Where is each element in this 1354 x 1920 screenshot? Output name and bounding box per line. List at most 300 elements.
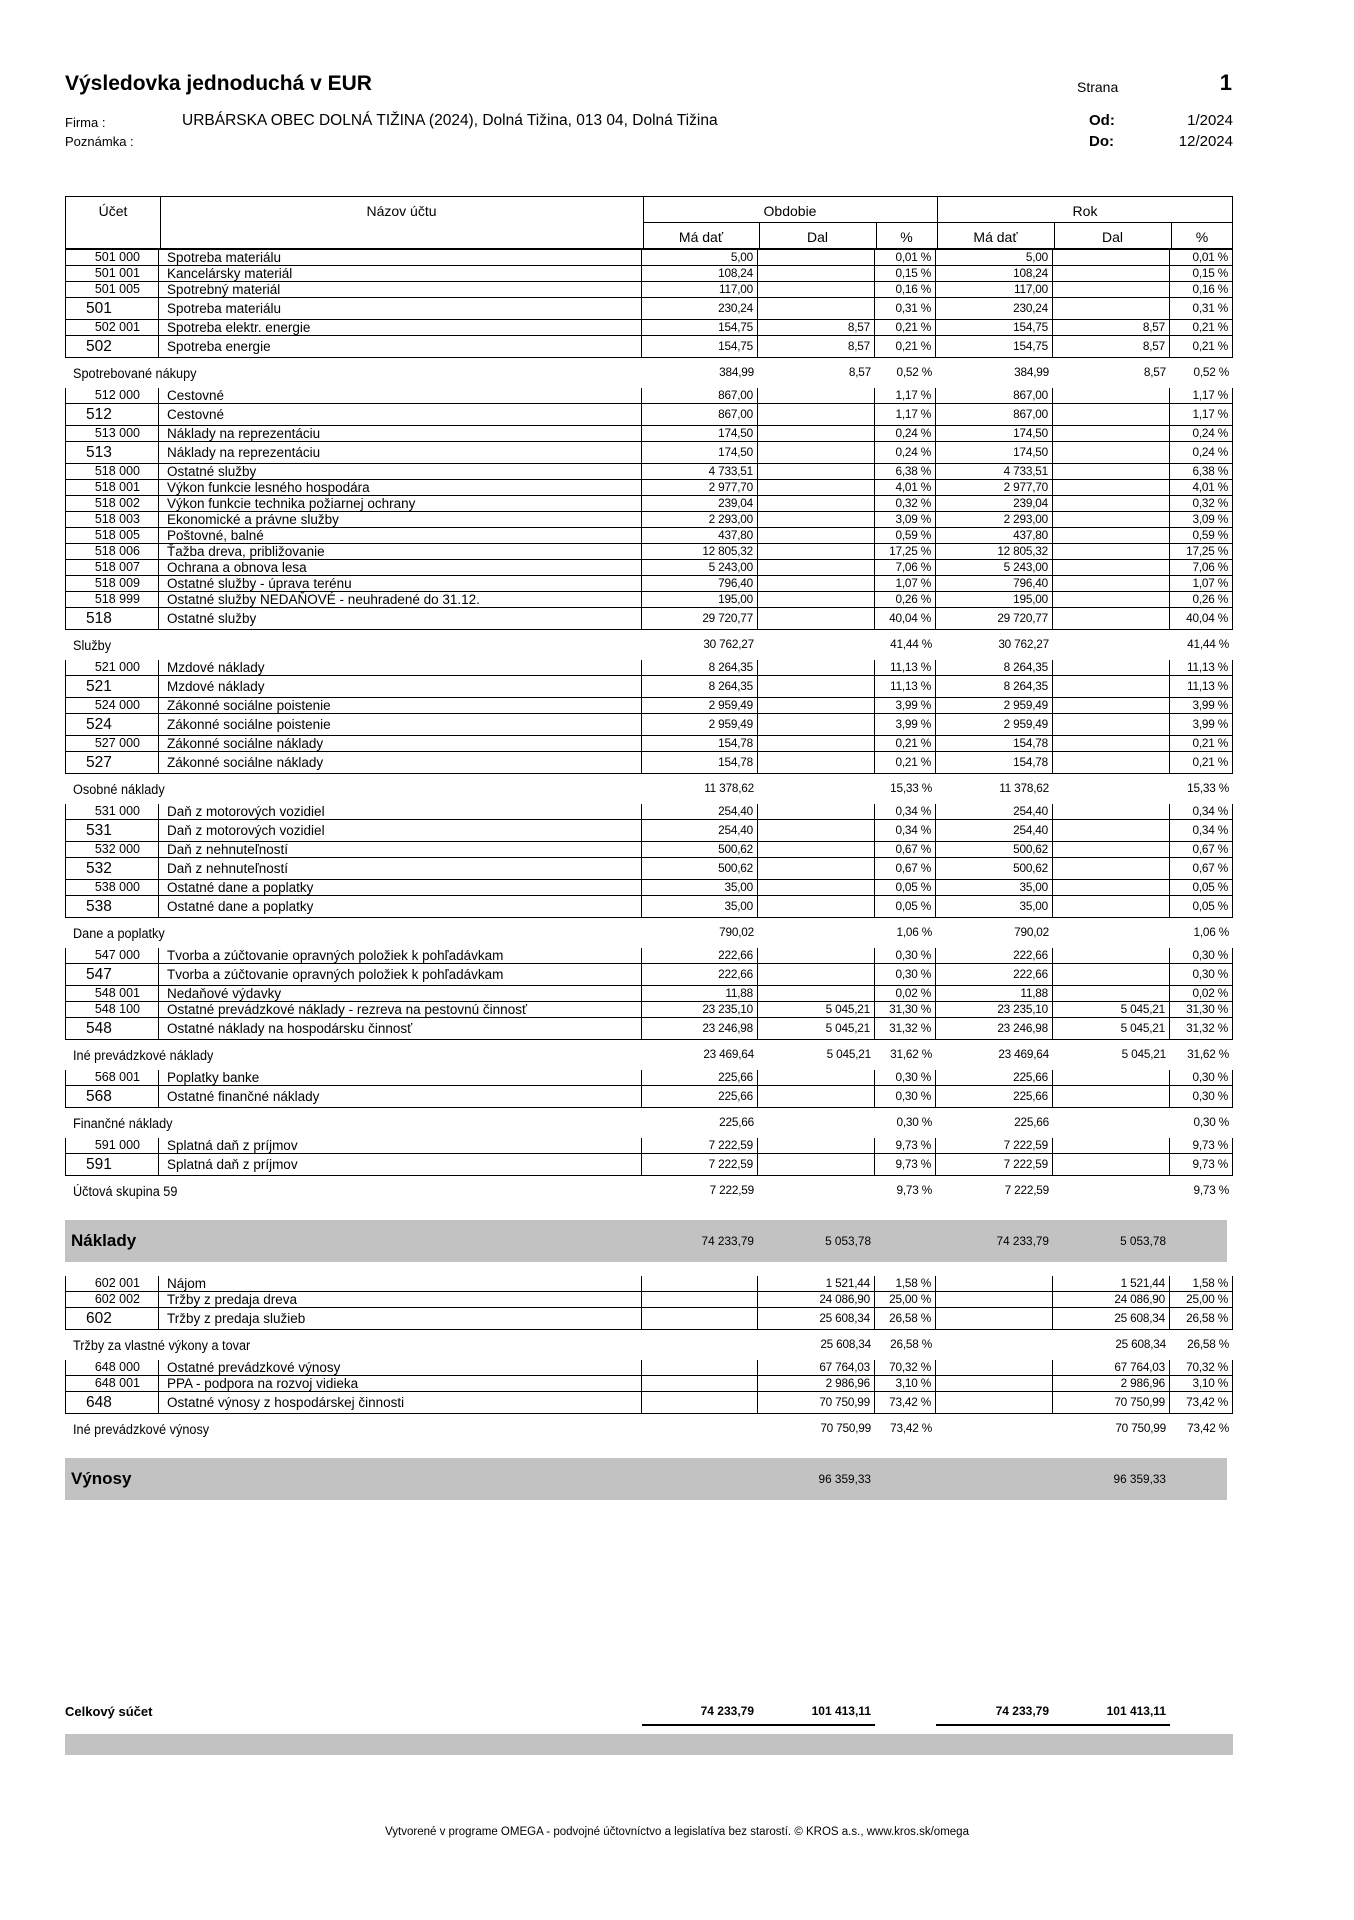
note-label: Poznámka : xyxy=(65,134,134,149)
cell-rdal xyxy=(1053,842,1170,858)
cell-md: 254,40 xyxy=(642,804,758,820)
group-subtotal-row xyxy=(65,630,1233,660)
cell-dal xyxy=(758,608,875,630)
summary-band-pct xyxy=(875,1220,936,1262)
cell-rdal xyxy=(1053,804,1170,820)
cell-dal xyxy=(758,1070,875,1086)
cell-dal: 8,57 xyxy=(758,336,875,358)
cell-pct: 0,26 % xyxy=(875,592,936,608)
cell-md: 154,75 xyxy=(642,320,758,336)
cell-md: 23 246,98 xyxy=(642,1018,758,1040)
cell-rpct: 9,73 % xyxy=(1170,1138,1233,1154)
cell-pct: 1,17 % xyxy=(875,404,936,426)
account-row xyxy=(65,250,1233,266)
summary-band-rmd xyxy=(936,1458,1053,1500)
cell-rmd: 254,40 xyxy=(936,820,1053,842)
cell-pct: 3,99 % xyxy=(875,698,936,714)
cell-rmd: 23 246,98 xyxy=(936,1018,1053,1040)
cell-rmd: 8 264,35 xyxy=(936,676,1053,698)
cell-md: 225,66 xyxy=(642,1086,758,1108)
group-label: Služby xyxy=(73,637,112,653)
cell-rmd: 23 469,64 xyxy=(998,1047,1049,1062)
account-summary-row xyxy=(65,896,1233,918)
cell-rpct: 0,05 % xyxy=(1170,880,1233,896)
cell-rdal xyxy=(1053,820,1170,842)
cell-name: Zákonné sociálne náklady xyxy=(159,752,642,774)
col-header-year-pct: % xyxy=(1195,229,1209,245)
cell-name: Výkon funkcie technika požiarnej ochrany xyxy=(159,496,642,512)
cell-name: Poštovné, balné xyxy=(159,528,642,544)
cell-rdal: 24 086,90 xyxy=(1053,1292,1170,1308)
cell-rmd: 867,00 xyxy=(936,404,1053,426)
cell-md: 790,02 xyxy=(719,925,754,940)
cell-acc: 527 000 xyxy=(65,736,159,752)
cell-acc: 521 000 xyxy=(65,660,159,676)
cell-pct: 0,59 % xyxy=(875,528,936,544)
cell-rpct: 15,33 % xyxy=(1187,781,1229,796)
cell-md: 154,75 xyxy=(642,336,758,358)
account-row xyxy=(65,1276,1233,1292)
cell-md: 8 264,35 xyxy=(642,660,758,676)
cell-md: 108,24 xyxy=(642,266,758,282)
cell-rpct: 0,15 % xyxy=(1170,266,1233,282)
cell-md: 867,00 xyxy=(642,404,758,426)
account-summary-row xyxy=(65,1392,1233,1414)
cell-pct: 0,30 % xyxy=(875,964,936,986)
cell-rdal xyxy=(1053,388,1170,404)
cell-name: Daň z motorových vozidiel xyxy=(159,804,642,820)
cell-rdal xyxy=(1053,698,1170,714)
cell-md: 174,50 xyxy=(642,442,758,464)
cell-md xyxy=(642,1376,758,1392)
cell-acc: 648 000 xyxy=(65,1360,159,1376)
cell-pct: 9,73 % xyxy=(896,1183,932,1198)
cell-md: 8 264,35 xyxy=(642,676,758,698)
group-label: Iné prevádzkové výnosy xyxy=(73,1421,210,1437)
cell-rmd xyxy=(936,1360,1053,1376)
cell-md: 5 243,00 xyxy=(642,560,758,576)
cell-pct: 0,15 % xyxy=(875,266,936,282)
cell-acc: 512 000 xyxy=(65,388,159,404)
cell-dal xyxy=(758,1086,875,1108)
cell-acc: 502 001 xyxy=(65,320,159,336)
cell-pct: 9,73 % xyxy=(875,1138,936,1154)
cell-rdal xyxy=(1053,496,1170,512)
cell-dal xyxy=(758,858,875,880)
cell-rdal xyxy=(1053,736,1170,752)
summary-band-dal: 96 359,33 xyxy=(818,1472,871,1486)
cell-rdal xyxy=(1053,266,1170,282)
account-summary-row xyxy=(65,858,1233,880)
cell-acc: 521 xyxy=(65,676,159,698)
cell-rdal: 1 521,44 xyxy=(1053,1276,1170,1292)
cell-dal xyxy=(758,986,875,1002)
cell-acc: 501 001 xyxy=(65,266,159,282)
cell-rdal xyxy=(1053,250,1170,266)
group-label: Účtová skupina 59 xyxy=(73,1183,178,1199)
cell-rpct: 0,67 % xyxy=(1170,858,1233,880)
cell-name: Spotreba materiálu xyxy=(159,250,642,266)
group-label: Spotrebované nákupy xyxy=(73,365,197,381)
cell-rmd xyxy=(936,1292,1053,1308)
grand-total-period-debit: 74 233,79 xyxy=(642,1704,758,1726)
cell-rmd: 11,88 xyxy=(936,986,1053,1002)
cell-pct: 0,24 % xyxy=(875,442,936,464)
col-header-period-credit: Dal xyxy=(806,229,828,245)
cell-name: Spotrebný materiál xyxy=(159,282,642,298)
cell-rdal xyxy=(1053,442,1170,464)
cell-rpct: 9,73 % xyxy=(1170,1154,1233,1176)
cell-md: 30 762,27 xyxy=(703,637,754,652)
cell-acc: 518 002 xyxy=(65,496,159,512)
group-label: Osobné náklady xyxy=(73,781,165,797)
cell-md xyxy=(642,1308,758,1330)
cell-md: 230,24 xyxy=(642,298,758,320)
cell-pct: 3,99 % xyxy=(875,714,936,736)
cell-md xyxy=(642,1392,758,1414)
cell-md: 437,80 xyxy=(642,528,758,544)
cell-md: 11 378,62 xyxy=(704,781,754,796)
cell-rmd: 154,78 xyxy=(936,752,1053,774)
cell-rpct: 3,99 % xyxy=(1170,714,1233,736)
cell-dal xyxy=(758,404,875,426)
cell-rmd: 867,00 xyxy=(936,388,1053,404)
cell-pct: 11,13 % xyxy=(875,676,936,698)
cell-dal xyxy=(758,774,875,804)
cell-pct: 0,67 % xyxy=(875,858,936,880)
period-from-value: 1/2024 xyxy=(1187,112,1233,129)
cell-md: 2 959,49 xyxy=(642,698,758,714)
cell-rpct: 1,17 % xyxy=(1170,404,1233,426)
col-header-account-name: Názov účtu xyxy=(366,203,437,219)
cell-pct: 40,04 % xyxy=(875,608,936,630)
cell-rmd xyxy=(936,1330,1053,1360)
cell-dal: 25 608,34 xyxy=(758,1308,875,1330)
cell-rmd: 796,40 xyxy=(936,576,1053,592)
group-label: Finančné náklady xyxy=(73,1115,173,1131)
cell-name: Ťažba dreva, približovanie xyxy=(159,544,642,560)
summary-band-md: 74 233,79 xyxy=(701,1234,754,1248)
cell-acc: 531 000 xyxy=(65,804,159,820)
cell-acc: 518 003 xyxy=(65,512,159,528)
cell-md: 867,00 xyxy=(642,388,758,404)
cell-acc: 513 000 xyxy=(65,426,159,442)
cell-rdal xyxy=(1053,774,1170,804)
summary-band-rpct xyxy=(1170,1458,1233,1500)
cell-pct: 0,34 % xyxy=(875,804,936,820)
cell-rpct: 3,09 % xyxy=(1170,512,1233,528)
cell-pct: 0,05 % xyxy=(875,896,936,918)
cell-rpct: 0,30 % xyxy=(1193,1115,1229,1130)
cell-md: 11,88 xyxy=(642,986,758,1002)
cell-rpct: 3,99 % xyxy=(1170,698,1233,714)
cell-md xyxy=(642,1330,758,1360)
cell-rmd: 35,00 xyxy=(936,896,1053,918)
cell-pct: 7,06 % xyxy=(875,560,936,576)
page-label: Strana xyxy=(1077,79,1119,95)
summary-band xyxy=(65,1458,1227,1500)
cell-rmd: 500,62 xyxy=(936,842,1053,858)
cell-dal xyxy=(758,752,875,774)
cell-pct: 31,62 % xyxy=(890,1047,932,1062)
summary-band-label: Výnosy xyxy=(71,1469,132,1488)
account-summary-row xyxy=(65,336,1233,358)
cell-acc: 648 xyxy=(65,1392,159,1414)
cell-name: Ostatné služby xyxy=(159,608,642,630)
grand-total-bar xyxy=(65,1734,1233,1755)
account-row xyxy=(65,512,1233,528)
summary-band-pct xyxy=(875,1458,936,1500)
cell-pct: 25,00 % xyxy=(875,1292,936,1308)
col-header-period-pct: % xyxy=(900,229,913,245)
cell-pct: 0,05 % xyxy=(875,880,936,896)
cell-pct: 6,38 % xyxy=(875,464,936,480)
cell-dal xyxy=(758,496,875,512)
cell-rdal xyxy=(1053,528,1170,544)
cell-dal xyxy=(758,948,875,964)
cell-md: 239,04 xyxy=(642,496,758,512)
cell-acc: 568 001 xyxy=(65,1070,159,1086)
cell-rmd: 12 805,32 xyxy=(936,544,1053,560)
cell-rmd: 2 959,49 xyxy=(936,714,1053,736)
cell-pct: 0,16 % xyxy=(875,282,936,298)
cell-rpct: 31,62 % xyxy=(1187,1047,1229,1062)
cell-dal: 2 986,96 xyxy=(758,1376,875,1392)
group-subtotal-row xyxy=(65,1108,1233,1138)
cell-rpct: 40,04 % xyxy=(1170,608,1233,630)
cell-rdal xyxy=(1053,676,1170,698)
cell-name: Zákonné sociálne poistenie xyxy=(159,714,642,736)
cell-rpct: 17,25 % xyxy=(1170,544,1233,560)
cell-name: Daň z motorových vozidiel xyxy=(159,820,642,842)
cell-name: Cestovné xyxy=(159,388,642,404)
cell-rmd: 225,66 xyxy=(1014,1115,1049,1130)
cell-rdal xyxy=(1053,858,1170,880)
cell-pct: 73,42 % xyxy=(890,1421,932,1436)
cell-md xyxy=(642,1360,758,1376)
cell-dal: 25 608,34 xyxy=(820,1337,871,1352)
cell-rmd: 4 733,51 xyxy=(936,464,1053,480)
cell-name: Splatná daň z príjmov xyxy=(159,1138,642,1154)
cell-name: Spotreba energie xyxy=(159,336,642,358)
page-number: 1 xyxy=(1219,70,1232,95)
account-summary-row xyxy=(65,608,1233,630)
account-row xyxy=(65,388,1233,404)
summary-band-rpct xyxy=(1170,1220,1233,1262)
account-row xyxy=(65,528,1233,544)
cell-name: Daň z nehnuteľností xyxy=(159,842,642,858)
account-row xyxy=(65,804,1233,820)
cell-dal: 5 045,21 xyxy=(758,1002,875,1018)
cell-rmd: 222,66 xyxy=(936,948,1053,964)
cell-dal: 70 750,99 xyxy=(820,1421,871,1436)
grand-total-row xyxy=(65,1704,1233,1726)
cell-rmd: 11 378,62 xyxy=(999,781,1049,796)
cell-name: Nájom xyxy=(159,1276,642,1292)
cell-pct: 1,17 % xyxy=(875,388,936,404)
cell-name: Ostatné dane a poplatky xyxy=(159,896,642,918)
account-row xyxy=(65,948,1233,964)
cell-name: Zákonné sociálne poistenie xyxy=(159,698,642,714)
cell-md: 2 959,49 xyxy=(642,714,758,736)
cell-rpct: 0,59 % xyxy=(1170,528,1233,544)
cell-rdal: 8,57 xyxy=(1143,365,1166,380)
cell-rpct: 0,32 % xyxy=(1170,496,1233,512)
cell-rpct: 0,34 % xyxy=(1170,804,1233,820)
cell-dal xyxy=(758,918,875,948)
cell-dal xyxy=(758,592,875,608)
cell-pct: 0,32 % xyxy=(875,496,936,512)
cell-rpct: 0,30 % xyxy=(1170,1086,1233,1108)
cell-rdal: 25 608,34 xyxy=(1115,1337,1166,1352)
cell-acc: 648 001 xyxy=(65,1376,159,1392)
cell-acc: 548 001 xyxy=(65,986,159,1002)
cell-md: 384,99 xyxy=(719,365,754,380)
account-row xyxy=(65,1138,1233,1154)
cell-rdal: 67 764,03 xyxy=(1053,1360,1170,1376)
cell-md: 796,40 xyxy=(642,576,758,592)
cell-rpct: 0,21 % xyxy=(1170,752,1233,774)
cell-pct: 0,21 % xyxy=(875,736,936,752)
cell-dal xyxy=(758,266,875,282)
cell-acc: 538 000 xyxy=(65,880,159,896)
cell-acc: 518 001 xyxy=(65,480,159,496)
cell-pct: 0,30 % xyxy=(875,1086,936,1108)
cell-name: Tržby z predaja služieb xyxy=(159,1308,642,1330)
company-name: URBÁRSKA OBEC DOLNÁ TIŽINA (2024), Dolná Tižina, 013 04, Dolná Tižina xyxy=(182,112,718,129)
cell-pct: 26,58 % xyxy=(890,1337,932,1352)
cell-acc: 518 999 xyxy=(65,592,159,608)
cell-rdal: 70 750,99 xyxy=(1115,1421,1166,1436)
account-summary-row xyxy=(65,442,1233,464)
cell-acc: 602 xyxy=(65,1308,159,1330)
cell-pct: 70,32 % xyxy=(875,1360,936,1376)
group-subtotal-row xyxy=(65,918,1233,948)
cell-md: 225,66 xyxy=(719,1115,754,1130)
table-header xyxy=(65,196,1233,250)
cell-md: 35,00 xyxy=(642,880,758,896)
cell-md: 7 222,59 xyxy=(709,1183,754,1198)
cell-dal xyxy=(758,676,875,698)
cell-pct: 0,30 % xyxy=(875,948,936,964)
cell-rpct: 26,58 % xyxy=(1187,1337,1229,1352)
cell-dal xyxy=(758,480,875,496)
cell-acc: 547 xyxy=(65,964,159,986)
cell-pct: 1,07 % xyxy=(875,576,936,592)
cell-pct: 4,01 % xyxy=(875,480,936,496)
cell-rpct: 31,32 % xyxy=(1170,1018,1233,1040)
summary-band-label: Náklady xyxy=(71,1231,137,1250)
group-subtotal-row xyxy=(65,774,1233,804)
cell-rdal xyxy=(1053,1138,1170,1154)
account-summary-row xyxy=(65,820,1233,842)
cell-acc: 602 002 xyxy=(65,1292,159,1308)
account-row xyxy=(65,986,1233,1002)
cell-pct: 73,42 % xyxy=(875,1392,936,1414)
cell-rdal: 5 045,21 xyxy=(1121,1047,1166,1062)
cell-acc: 602 001 xyxy=(65,1276,159,1292)
cell-rdal xyxy=(1053,918,1170,948)
account-summary-row xyxy=(65,1154,1233,1176)
cell-md: 12 805,32 xyxy=(642,544,758,560)
cell-dal xyxy=(758,896,875,918)
cell-dal xyxy=(758,512,875,528)
grand-total-period-credit: 101 413,11 xyxy=(758,1704,875,1726)
account-summary-row xyxy=(65,1308,1233,1330)
account-row xyxy=(65,1376,1233,1392)
cell-pct: 0,31 % xyxy=(875,298,936,320)
cell-name: Náklady na reprezentáciu xyxy=(159,442,642,464)
cell-name: Tvorba a zúčtovanie opravných položiek k pohľadávkam xyxy=(159,948,642,964)
cell-rmd: 154,75 xyxy=(936,320,1053,336)
cell-pct: 31,32 % xyxy=(875,1018,936,1040)
cell-rdal xyxy=(1053,948,1170,964)
cell-name: Ostatné prevádzkové náklady - rezreva na pestovnú činnosť xyxy=(159,1002,642,1018)
cell-rmd: 8 264,35 xyxy=(936,660,1053,676)
cell-rpct: 0,30 % xyxy=(1170,948,1233,964)
cell-name: Daň z nehnuteľností xyxy=(159,858,642,880)
cell-md: 500,62 xyxy=(642,842,758,858)
cell-rmd: 7 222,59 xyxy=(936,1138,1053,1154)
account-row xyxy=(65,320,1233,336)
cell-rpct: 0,67 % xyxy=(1170,842,1233,858)
cell-md: 35,00 xyxy=(642,896,758,918)
cell-rpct: 0,21 % xyxy=(1170,320,1233,336)
cell-dal xyxy=(758,1108,875,1138)
cell-rdal xyxy=(1053,880,1170,896)
account-row xyxy=(65,496,1233,512)
cell-rmd: 239,04 xyxy=(936,496,1053,512)
cell-pct: 0,02 % xyxy=(875,986,936,1002)
col-header-year-debit: Má dať xyxy=(973,229,1018,245)
cell-pct: 15,33 % xyxy=(890,781,932,796)
cell-acc: 548 xyxy=(65,1018,159,1040)
col-header-period-debit: Má dať xyxy=(678,229,724,245)
cell-name: Ostatné finančné náklady xyxy=(159,1086,642,1108)
cell-dal xyxy=(758,1176,875,1206)
cell-md: 154,78 xyxy=(642,752,758,774)
cell-name: Ochrana a obnova lesa xyxy=(159,560,642,576)
cell-md: 117,00 xyxy=(642,282,758,298)
cell-acc: 538 xyxy=(65,896,159,918)
group-label: Tržby za vlastné výkony a tovar xyxy=(73,1337,251,1353)
account-row xyxy=(65,1292,1233,1308)
cell-dal xyxy=(758,576,875,592)
summary-band-rmd: 74 233,79 xyxy=(996,1234,1049,1248)
cell-md: 195,00 xyxy=(642,592,758,608)
cell-rdal xyxy=(1053,1154,1170,1176)
cell-name: Tržby z predaja dreva xyxy=(159,1292,642,1308)
cell-dal xyxy=(758,660,875,676)
cell-acc: 501 xyxy=(65,298,159,320)
cell-rpct: 25,00 % xyxy=(1170,1292,1233,1308)
cell-acc: 524 xyxy=(65,714,159,736)
cell-rmd: 5 243,00 xyxy=(936,560,1053,576)
cell-rmd: 30 762,27 xyxy=(998,637,1049,652)
cell-name: Nedaňové výdavky xyxy=(159,986,642,1002)
account-summary-row xyxy=(65,404,1233,426)
cell-md: 7 222,59 xyxy=(642,1154,758,1176)
group-subtotal-row xyxy=(65,1176,1233,1206)
cell-dal xyxy=(758,804,875,820)
grand-total-year-debit: 74 233,79 xyxy=(936,1704,1053,1726)
account-row xyxy=(65,544,1233,560)
cell-rmd: 117,00 xyxy=(936,282,1053,298)
cell-rmd: 222,66 xyxy=(936,964,1053,986)
cell-rpct: 0,21 % xyxy=(1170,736,1233,752)
col-header-period: Obdobie xyxy=(763,203,817,219)
account-row xyxy=(65,592,1233,608)
